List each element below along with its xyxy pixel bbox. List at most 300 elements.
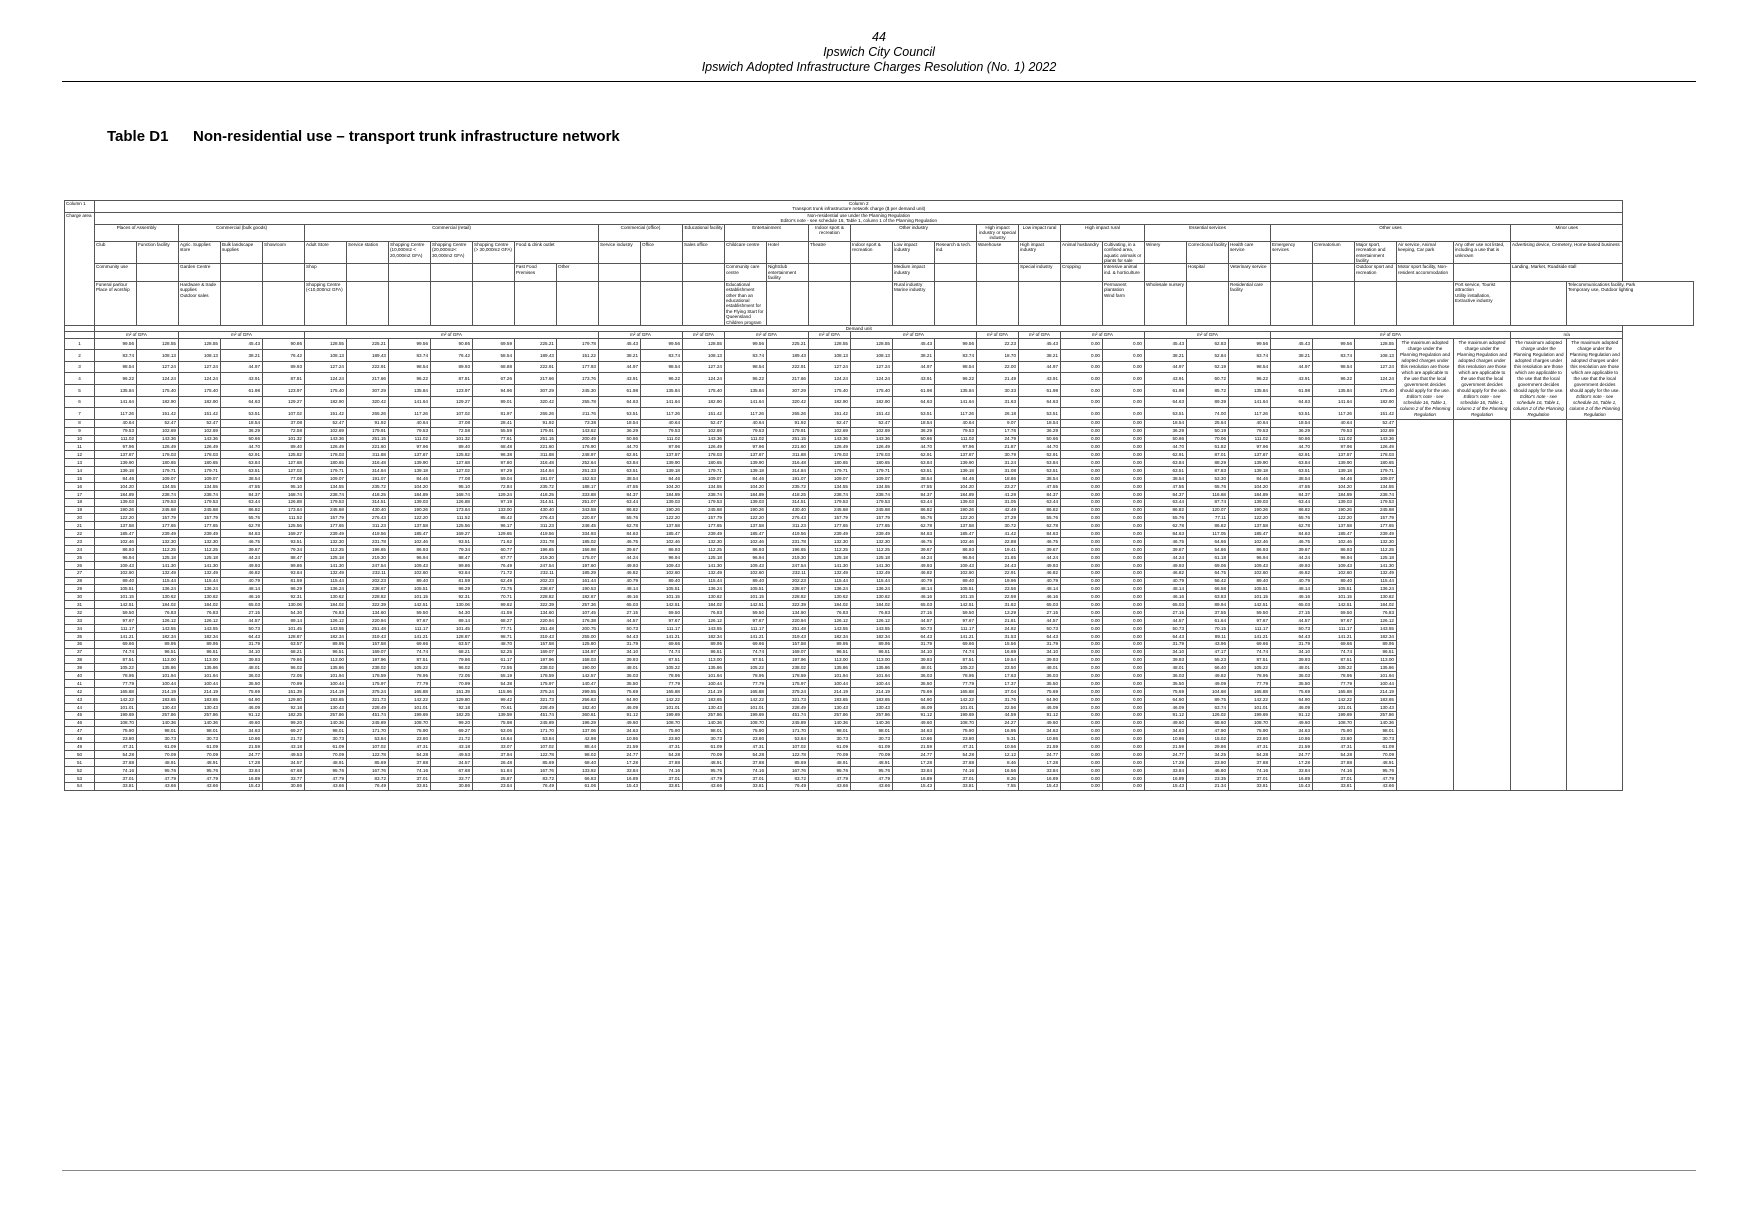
charge-cell: 185.47 [935,530,977,538]
table-row [65,498,1694,506]
blank-cell [1397,538,1454,546]
charge-cell: 178.03 [809,451,851,459]
charge-cell: 61.82 [1187,443,1229,451]
charge-cell: 84.63 [1271,530,1313,538]
charge-cell: 105.22 [389,664,431,672]
charge-cell: 104.20 [641,482,683,490]
charge-cell: 68.21 [263,648,305,656]
charge-cell: 238.74 [683,490,725,498]
charge-cell: 175.97 [515,680,557,688]
blank-cell [1511,443,1567,451]
charge-cell: 35.50 [1271,680,1313,688]
charge-cell: 49.93 [1019,561,1061,569]
charge-cell: 50.66 [599,435,641,443]
charge-cell: 30.73 [683,735,725,743]
charge-cell: 239.49 [1355,530,1397,538]
charge-cell: 137.58 [389,522,431,530]
charge-cell: 179.71 [137,467,179,475]
blank-cell [1567,648,1623,656]
charge-cell: 0.00 [1103,664,1145,672]
blank-cell [1397,474,1454,482]
charge-cell: 111.02 [95,435,137,443]
charge-cell: 47.31 [389,743,431,751]
blank-cell [1567,514,1623,522]
blank-cell [1567,459,1623,467]
charge-cell: 30.79 [977,451,1019,459]
charge-area-cell: 31 [65,601,95,609]
charge-cell: 33.77 [431,774,473,782]
charge-cell: 46.09 [1271,703,1313,711]
charge-cell: 0.00 [1061,435,1103,443]
charge-cell: 322.39 [347,601,389,609]
charge-cell: 139.59 [473,711,515,719]
table-header [65,201,1694,339]
charge-cell: 102.60 [725,569,767,577]
charge-cell: 179.71 [683,467,725,475]
charge-area-cell: 48 [65,735,95,743]
charge-cell: 126.49 [137,443,179,451]
blank-cell [1511,498,1567,506]
charge-cell: 76.49 [767,782,809,790]
charge-cell: 112.25 [809,546,851,554]
charge-cell: 74.16 [389,766,431,774]
charge-cell: 79.53 [95,427,137,435]
charge-cell: 141.30 [809,561,851,569]
blank-cell [1397,727,1454,735]
charge-cell: 0.00 [1061,385,1103,397]
charge-cell: 199.69 [389,711,431,719]
charge-cell: 77.79 [95,680,137,688]
charge-cell: 86.82 [893,506,935,514]
charge-cell: 49.53 [431,751,473,759]
charge-cell: 168.74 [263,490,305,498]
charge-cell: 125.18 [1355,553,1397,561]
charge-cell: 111.02 [389,435,431,443]
charge-cell: 169.07 [515,648,557,656]
charge-cell: 64.43 [1271,632,1313,640]
charge-area-cell: 12 [65,451,95,459]
blank-cell [1454,680,1511,688]
charge-cell: 52.47 [809,419,851,427]
charge-cell: 55.76 [1271,514,1313,522]
charge-cell: 140.47 [557,680,599,688]
charge-cell: 34.63 [1271,727,1313,735]
charge-cell: 320.42 [347,396,389,408]
charge-cell: 245.68 [1355,506,1397,514]
charge-cell: 77.71 [473,624,515,632]
charge-cell: 0.00 [1103,506,1145,514]
charge-cell: 41.59 [473,609,515,617]
charge-cell: 179.71 [809,467,851,475]
blank-cell [1511,774,1567,782]
charge-cell: 179.71 [305,467,347,475]
charge-cell: 251.48 [767,624,809,632]
charge-cell: 50.73 [1271,624,1313,632]
charge-cell: 44.57 [1145,617,1187,625]
charge-cell: 89.40 [935,577,977,585]
charge-cell: 112.25 [683,546,725,554]
charge-cell: 40.64 [1229,419,1271,427]
charge-cell: 36.03 [1271,672,1313,680]
charge-cell: 113.00 [1355,656,1397,664]
charge-cell: 127.24 [683,361,725,373]
charge-cell: 84.37 [221,490,263,498]
charge-cell: 86.82 [1271,506,1313,514]
charge-cell: 52.84 [1187,350,1229,362]
charge-cell: 46.16 [1145,593,1187,601]
charge-cell: 22.00 [977,361,1019,373]
charge-cell: 33.84 [1271,766,1313,774]
charge-cell: 167.76 [767,766,809,774]
use-names-row [65,241,1694,264]
charge-cell: 97.80 [473,459,515,467]
charge-cell: 10.86 [221,735,263,743]
blank-cell [1511,664,1567,672]
charge-cell: 126.49 [683,443,725,451]
blank-cell [1397,451,1454,459]
charge-cell: 102.69 [137,427,179,435]
charge-cell: 76.83 [809,609,851,617]
charge-cell: 83.72 [515,774,557,782]
charge-cell: 49.93 [1271,561,1313,569]
use-cell: Intensive animal ind. & horticulture [1103,264,1145,281]
charge-cell: 169.07 [347,648,389,656]
charge-cell: 185.47 [1229,530,1271,538]
blank-cell [1567,743,1623,751]
charge-cell: 0.00 [1061,522,1103,530]
charge-cell: 87.81 [431,373,473,385]
charge-cell: 93.64 [263,569,305,577]
charge-cell: 157.79 [1355,514,1397,522]
charge-cell: 89.94 [1187,601,1229,609]
charge-cell: 157.58 [767,640,809,648]
charge-cell: 102.69 [809,427,851,435]
charge-cell: 31.79 [221,640,263,648]
blank-cell [1397,759,1454,767]
charge-cell: 0.00 [1103,361,1145,373]
charge-cell: 74.16 [1313,766,1355,774]
charge-cell: 67.77 [473,553,515,561]
charge-cell: 419.56 [767,530,809,538]
charge-cell: 39.67 [221,546,263,554]
charge-area-cell: 50 [65,751,95,759]
charge-cell: 133.00 [473,506,515,514]
charge-cell: 135.86 [683,664,725,672]
charge-cell: 141.64 [389,396,431,408]
charge-cell: 34.57 [431,759,473,767]
charge-cell: 92.18 [263,703,305,711]
charge-cell: 99.01 [473,396,515,408]
charge-cell: 129.24 [473,490,515,498]
charge-area-cell: 20 [65,514,95,522]
charge-area-cell: 42 [65,688,95,696]
charge-cell: 10.86 [893,735,935,743]
charge-cell: 18.54 [221,419,263,427]
charge-cell: 247.54 [767,561,809,569]
blank-cell [1511,451,1567,459]
charge-cell: 176.90 [557,443,599,451]
blank-cell [1567,443,1623,451]
use-cell: Special industry [1019,264,1061,281]
demand-unit-label: Demand unit [95,325,1623,331]
charge-cell: 134.60 [515,609,557,617]
charge-cell: 143.36 [851,435,893,443]
blank-cell [1397,577,1454,585]
charge-cell: 430.40 [347,506,389,514]
charge-cell: 122.20 [935,514,977,522]
charge-cell: 199.69 [95,711,137,719]
charge-cell: 105.22 [95,664,137,672]
charge-cell: 238.67 [515,585,557,593]
charge-cell: 139.18 [1313,467,1355,475]
charge-cell: 95.76 [809,766,851,774]
charge-cell: 182.90 [137,396,179,408]
charge-cell: 109.07 [1355,474,1397,482]
charge-cell: 70.09 [851,751,893,759]
charge-cell: 128.55 [809,338,851,350]
charge-cell: 0.00 [1103,585,1145,593]
blank-cell [1454,711,1511,719]
charge-cell: 257.86 [179,711,221,719]
charge-cell: 143.55 [683,624,725,632]
charge-cell: 53.84 [767,735,809,743]
use-cell: Motor sport facility, Non-resident accommodation [1397,264,1454,281]
charge-cell: 175.40 [809,385,851,397]
charge-cell: 79.86 [431,656,473,664]
charge-cell: 97.67 [935,617,977,625]
charge-cell: 141.21 [641,632,683,640]
charge-cell: 132.30 [1355,538,1397,546]
charge-cell: 307.29 [767,385,809,397]
charge-cell: 112.25 [137,546,179,554]
charge-cell: 109.07 [851,474,893,482]
charge-cell: 0.00 [1103,766,1145,774]
charge-cell: 137.58 [641,522,683,530]
charge-area-cell: 38 [65,656,95,664]
charge-cell: 37.01 [1229,774,1271,782]
charge-cell: 53.06 [473,727,515,735]
charge-cell: 24.77 [1019,751,1061,759]
charge-cell: 52.47 [179,419,221,427]
charge-cell: 0.00 [1103,782,1145,790]
charge-cell: 36.03 [1145,672,1187,680]
table-row [65,443,1694,451]
charge-cell: 115.44 [851,577,893,585]
charge-cell: 84.63 [1019,530,1061,538]
charge-cell: 84.37 [893,490,935,498]
charge-cell: 61.18 [1187,553,1229,561]
charge-cell: 0.00 [1103,593,1145,601]
charge-cell: 132.49 [809,569,851,577]
category-header: Other industry [851,224,977,241]
charge-cell: 316.48 [515,459,557,467]
charge-cell: 89.14 [263,617,305,625]
charge-area-cell: 23 [65,538,95,546]
charge-cell: 95.76 [683,766,725,774]
charge-cell: 185.02 [557,538,599,546]
charge-cell: 37.01 [725,774,767,782]
charge-cell: 117.26 [935,408,977,420]
charge-cell: 85.42 [473,514,515,522]
table-row [65,467,1694,475]
charge-cell: 125.18 [305,553,347,561]
charge-cell: 68.21 [431,648,473,656]
charge-cell: 84.46 [1229,474,1271,482]
blank-cell [1567,766,1623,774]
charge-cell: 70.09 [809,751,851,759]
charge-cell: 221.60 [767,443,809,451]
charge-cell: 38.54 [1019,474,1061,482]
charge-cell: 98.01 [305,727,347,735]
charge-cell: 46.82 [1145,569,1187,577]
charge-cell: 52.47 [851,419,893,427]
charge-cell: 97.67 [389,617,431,625]
charge-cell: 89.95 [851,640,893,648]
charge-cell: 182.34 [1355,632,1397,640]
table-row [65,482,1694,490]
charge-cell: 54.28 [641,751,683,759]
charge-cell: 53.84 [347,735,389,743]
charge-cell: 99.56 [389,338,431,350]
blank-cell [1454,474,1511,482]
table-row [65,490,1694,498]
table-row [65,664,1694,672]
charge-cell: 311.23 [515,522,557,530]
charge-cell: 113.00 [137,656,179,664]
blank-cell [1567,711,1623,719]
charge-cell: 122.20 [1313,514,1355,522]
charge-cell: 199.69 [935,711,977,719]
charge-cell: 13.29 [977,609,1019,617]
charge-cell: 143.36 [137,435,179,443]
charge-cell: 35.50 [221,680,263,688]
charge-cell: 50.73 [221,624,263,632]
charge-cell: 16.64 [473,735,515,743]
charge-cell: 0.00 [1103,624,1145,632]
charge-cell: 175.40 [179,385,221,397]
charge-cell: 96.17 [473,522,515,530]
charge-cell: 0.00 [1103,703,1145,711]
charge-cell: 0.00 [1103,474,1145,482]
charge-cell: 101.94 [305,672,347,680]
charge-cell: 46.16 [1019,593,1061,601]
charge-cell: 60.72 [1187,373,1229,385]
blank-cell [1397,561,1454,569]
charge-cell: 33.81 [935,782,977,790]
charge-cell: 61.09 [179,743,221,751]
charge-cell: 129.27 [431,396,473,408]
charge-cell: 22.23 [977,338,1019,350]
charge-cell: 137.87 [389,451,431,459]
charge-cell: 0.00 [1103,427,1145,435]
charge-cell: 37.88 [389,759,431,767]
charge-cell: 49.60 [1271,719,1313,727]
table-row [65,577,1694,585]
blank-cell [1397,482,1454,490]
blank-cell [1511,601,1567,609]
charge-cell: 109.07 [179,474,221,482]
charge-cell: 182.34 [137,632,179,640]
charge-cell: 179.71 [1355,467,1397,475]
category-header: Commercial (bulk goods) [179,224,305,241]
charge-cell: 37.94 [473,751,515,759]
charge-cell: 25.87 [473,774,515,782]
charge-cell: 50.66 [1271,435,1313,443]
charge-cell: 16.89 [893,774,935,782]
charge-cell: 46.80 [1187,766,1229,774]
charge-cell: 311.23 [767,522,809,530]
charge-cell: 64.43 [1019,632,1061,640]
charge-cell: 21.72 [431,735,473,743]
charge-cell: 142.22 [1229,695,1271,703]
charge-cell: 44.24 [893,553,935,561]
charge-cell: 105.22 [935,664,977,672]
charge-cell: 126.12 [851,617,893,625]
charge-cell: 30.73 [179,735,221,743]
blank-cell [1567,656,1623,664]
charge-cell: 87.01 [1187,451,1229,459]
charge-cell: 179.71 [851,467,893,475]
charge-cell: 314.51 [767,498,809,506]
charge-cell: 111.52 [431,514,473,522]
charge-area-cell: 14 [65,467,95,475]
charge-cell: 77.08 [431,474,473,482]
charge-cell: 46.09 [893,703,935,711]
charge-cell: 239.49 [137,530,179,538]
charge-cell: 37.04 [977,688,1019,696]
charge-cell: 53.51 [893,408,935,420]
charge-cell: 79.34 [431,546,473,554]
charge-cell: 143.36 [305,435,347,443]
charge-cell: 179.71 [179,467,221,475]
charge-cell: 102.69 [179,427,221,435]
charge-cell: 101.15 [389,593,431,601]
charge-cell: 185.47 [389,530,431,538]
charge-cell: 23.80 [641,735,683,743]
charge-cell: 72.05 [263,672,305,680]
charge-cell: 102.46 [641,538,683,546]
charge-cell: 47.55 [599,482,641,490]
charge-area-cell: 13 [65,459,95,467]
charge-cell: 111.02 [1313,435,1355,443]
charge-cell: 65.03 [1019,601,1061,609]
charge-cell: 102.46 [935,538,977,546]
charge-cell: 184.89 [641,490,683,498]
charge-cell: 183.65 [809,695,851,703]
charge-cell: 257.86 [683,711,725,719]
charge-cell: 139.90 [935,459,977,467]
table-container [64,200,1694,791]
charge-cell: 75.90 [935,727,977,735]
charge-cell: 130.62 [179,593,221,601]
charge-cell: 84.46 [1313,474,1355,482]
document-title: Ipswich Adopted Infrastructure Charges Resolution (No. 1) 2022 [701,60,1057,74]
table-row [65,719,1694,727]
use-cell: Service station [347,241,389,264]
charge-cell: 35.50 [1145,680,1187,688]
charge-cell: 126.49 [305,443,347,451]
charge-cell: 23.90 [1187,759,1229,767]
charge-cell: 97.67 [1313,617,1355,625]
charge-cell: 169.07 [767,648,809,656]
charge-cell: 40.64 [935,419,977,427]
charge-cell: 89.95 [137,640,179,648]
blank-cell [1567,640,1623,648]
charge-cell: 102.46 [1229,538,1271,546]
unit-cell: m² of GFA [851,332,977,338]
category-header: Other uses [1271,224,1511,241]
charge-cell: 126.02 [1187,711,1229,719]
